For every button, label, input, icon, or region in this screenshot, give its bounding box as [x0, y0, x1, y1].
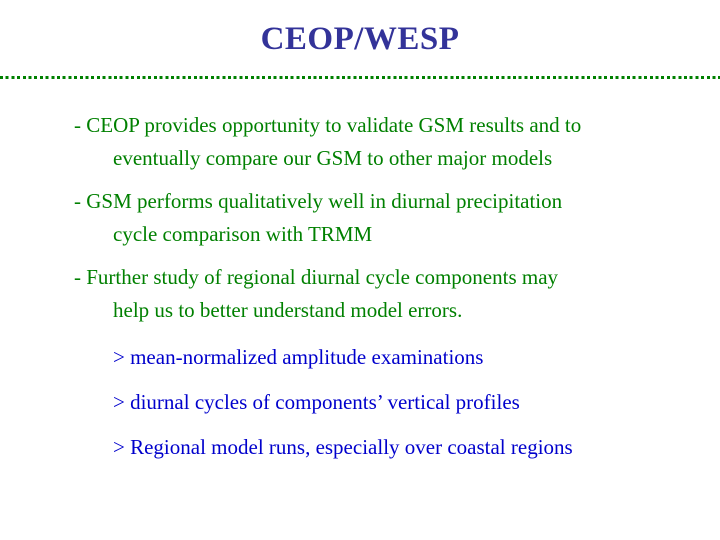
slide-body: [0, 109, 720, 464]
bullet-line-2: help us to better understand model errors.: [113, 298, 463, 322]
sub-bullet-item: > mean-normalized amplitude examinations: [113, 345, 484, 369]
sub-bullet-item: > diurnal cycles of components’ vertical profiles: [113, 390, 520, 414]
bullet-line-2: cycle comparison with TRMM: [113, 222, 373, 246]
bullet-line-1: - GSM performs qualitatively well in diurnal precipitation: [74, 189, 563, 213]
sub-bullet-item: > Regional model runs, especially over coastal regions: [113, 435, 573, 459]
bullet-item: [74, 185, 700, 251]
bullet-line-2: eventually compare our GSM to other major models: [113, 146, 553, 170]
sub-bullet-list: [74, 341, 700, 464]
bullet-line-1: - CEOP provides opportunity to validate GSM results and to: [74, 113, 582, 137]
bullet-line-1: - Further study of regional diurnal cycle components may: [74, 265, 559, 289]
dotted-divider: [0, 76, 720, 79]
bullet-item: [74, 261, 700, 327]
slide-title: CEOP/WESP: [260, 21, 460, 57]
bullet-item: [74, 109, 700, 175]
